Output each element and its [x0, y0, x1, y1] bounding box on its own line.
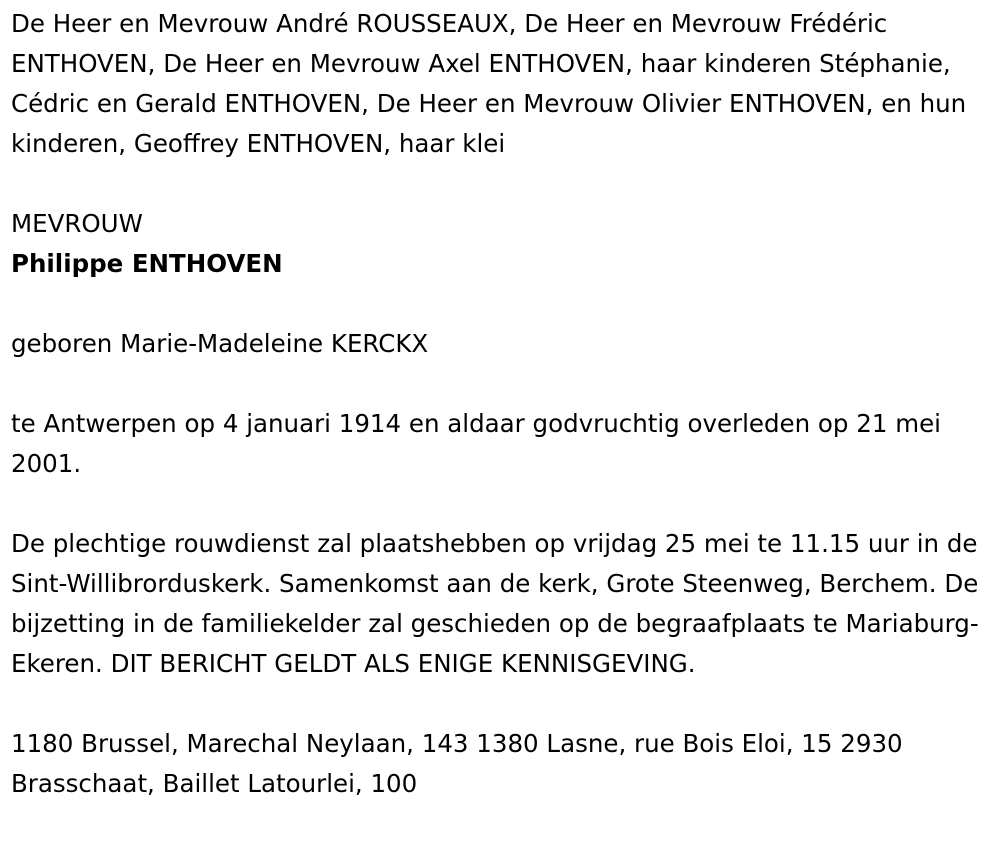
family-paragraph: De Heer en Mevrouw André ROUSSEAUX, De Heer en Mevrouw Frédéric ENTHOVEN, De Heer en Mevrouw Axel ENTHOVEN, haar kinderen Stéphanie, Cédric en Gerald ENTHOVEN, De Heer en Mevrouw Olivier ENTHOVEN, en hun kinderen, Geoffrey ENTHOVEN, haar klei: [11, 9, 967, 158]
spacer: [11, 484, 986, 524]
life-dates-paragraph: te Antwerpen op 4 januari 1914 en aldaar godvruchtig overleden op 21 mei 2001.: [11, 409, 941, 478]
birth-name: geboren Marie-Madeleine KERCKX: [11, 329, 429, 358]
death-notice: [11, 4, 986, 804]
spacer: [11, 164, 986, 204]
spacer: [11, 364, 986, 404]
spacer: [11, 284, 986, 324]
spacer: [11, 684, 986, 724]
service-paragraph: De plechtige rouwdienst zal plaatshebben op vrijdag 25 mei te 11.15 uur in de Sint-Willibrorduskerk. Samenkomst aan de kerk, Grote Steenweg, Berchem. De bijzetting in de familiekelder zal geschieden op de begraafplaats te Mariaburg-Ekeren. DIT BERICHT GELDT ALS ENIGE KENNISGEVING.: [11, 529, 979, 678]
deceased-name: Philippe ENTHOVEN: [11, 249, 283, 278]
honorific-title: MEVROUW: [11, 209, 143, 238]
addresses-paragraph: 1180 Brussel, Marechal Neylaan, 143 1380 Lasne, rue Bois Eloi, 15 2930 Brasschaat, Baillet Latourlei, 100: [11, 729, 903, 798]
